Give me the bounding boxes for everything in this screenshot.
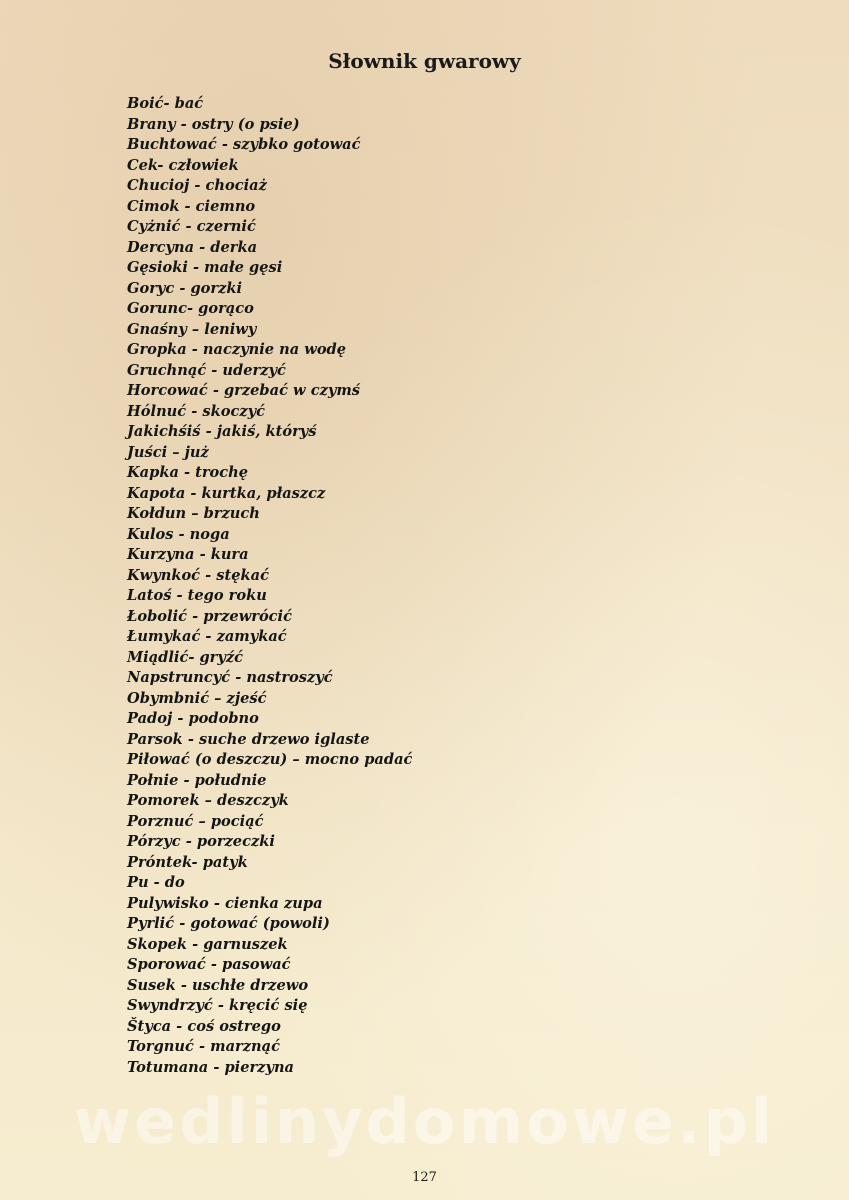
glossary-entry: Gorunc- gorąco — [127, 300, 254, 317]
glossary-entry: Miądlić- gryźć — [127, 648, 244, 666]
glossary-list — [127, 94, 412, 1078]
glossary-entry: Skopek - garnuszek — [127, 935, 288, 953]
glossary-entry: Boić- bać — [127, 95, 204, 112]
glossary-entry: Kwynkoć - stękać — [127, 566, 269, 584]
glossary-entry: Cyżnić - czernić — [127, 218, 256, 235]
glossary-entry: Próntek- patyk — [127, 853, 248, 871]
glossary-entry: Horcować - grzebać w czymś — [127, 382, 361, 399]
glossary-entry: Swyndrzyć - kręcić się — [127, 997, 308, 1014]
glossary-entry: Dercyna - derka — [127, 238, 258, 256]
glossary-entry: Padoj - podobno — [127, 710, 259, 727]
glossary-entry: Gropka - naczynie na wodę — [127, 341, 347, 358]
glossary-entry: Pyrlić - gotować (powoli) — [127, 915, 330, 932]
glossary-entry: Kapota - kurtka, płaszcz — [127, 484, 326, 502]
glossary-entry: Kurzyna - kura — [127, 546, 249, 563]
page-title: Słownik gwarowy — [328, 49, 521, 73]
glossary-entry: Gęsioki - małe gęsi — [127, 259, 283, 276]
glossary-entry: Cek- człowiek — [127, 156, 239, 174]
glossary-entry: Brany - ostry (o psie) — [127, 115, 300, 133]
glossary-entry: Latoś - tego roku — [127, 587, 267, 604]
watermark: wedlinydomowe.pl — [73, 1085, 776, 1158]
glossary-entry: Gnaśny – leniwy — [127, 320, 257, 338]
glossary-entry: Goryc - gorzki — [127, 279, 243, 297]
glossary-entry: Obymbnić – zjeść — [127, 689, 267, 707]
glossary-entry: Hólnuć - skoczyć — [127, 402, 265, 420]
glossary-entry: Parsok - suche drzewo iglaste — [127, 730, 370, 748]
glossary-entry: Cimok - ciemno — [127, 197, 256, 215]
glossary-entry: Kulos - noga — [127, 525, 230, 543]
page-number: 127 — [412, 1170, 437, 1185]
glossary-entry: Napstruncyć - nastroszyć — [127, 669, 333, 686]
glossary-entry: Kołdun – brzuch — [127, 505, 260, 522]
glossary-entry: Totumana - pierzyna — [127, 1058, 295, 1076]
glossary-entry: Łumykać - zamykać — [127, 628, 287, 645]
glossary-entry: Pomorek – deszczyk — [127, 792, 289, 809]
glossary-entry: Buchtować - szybko gotować — [127, 136, 361, 153]
glossary-entry: Susek - uschłe drzewo — [127, 976, 309, 994]
glossary-entry: Štyca - coś ostrego — [127, 1017, 281, 1035]
glossary-entry: Połnie - południe — [127, 771, 267, 789]
glossary-entry: Juści – już — [127, 443, 209, 461]
glossary-entry: Kapka - trochę — [127, 464, 249, 481]
glossary-entry: Pórzyc - porzeczki — [127, 833, 275, 850]
glossary-entry: Pulywisko - cienka zupa — [127, 894, 323, 912]
glossary-entry: Chucioj - chociaż — [127, 177, 267, 194]
glossary-entry: Piłować (o deszczu) – mocno padać — [127, 751, 413, 768]
glossary-entry: Łobolić - przewrócić — [127, 607, 292, 625]
glossary-entry: Sporować - pasować — [127, 956, 291, 973]
glossary-entry: Porznuć – pociąć — [127, 812, 264, 830]
glossary-entry: Torgnuć - marznąć — [127, 1038, 280, 1055]
glossary-entry: Pu - do — [127, 874, 185, 891]
glossary-entry: Gruchnąć - uderzyć — [127, 361, 286, 379]
glossary-entry: Jakichśiś - jakiś, któryś — [127, 423, 317, 440]
